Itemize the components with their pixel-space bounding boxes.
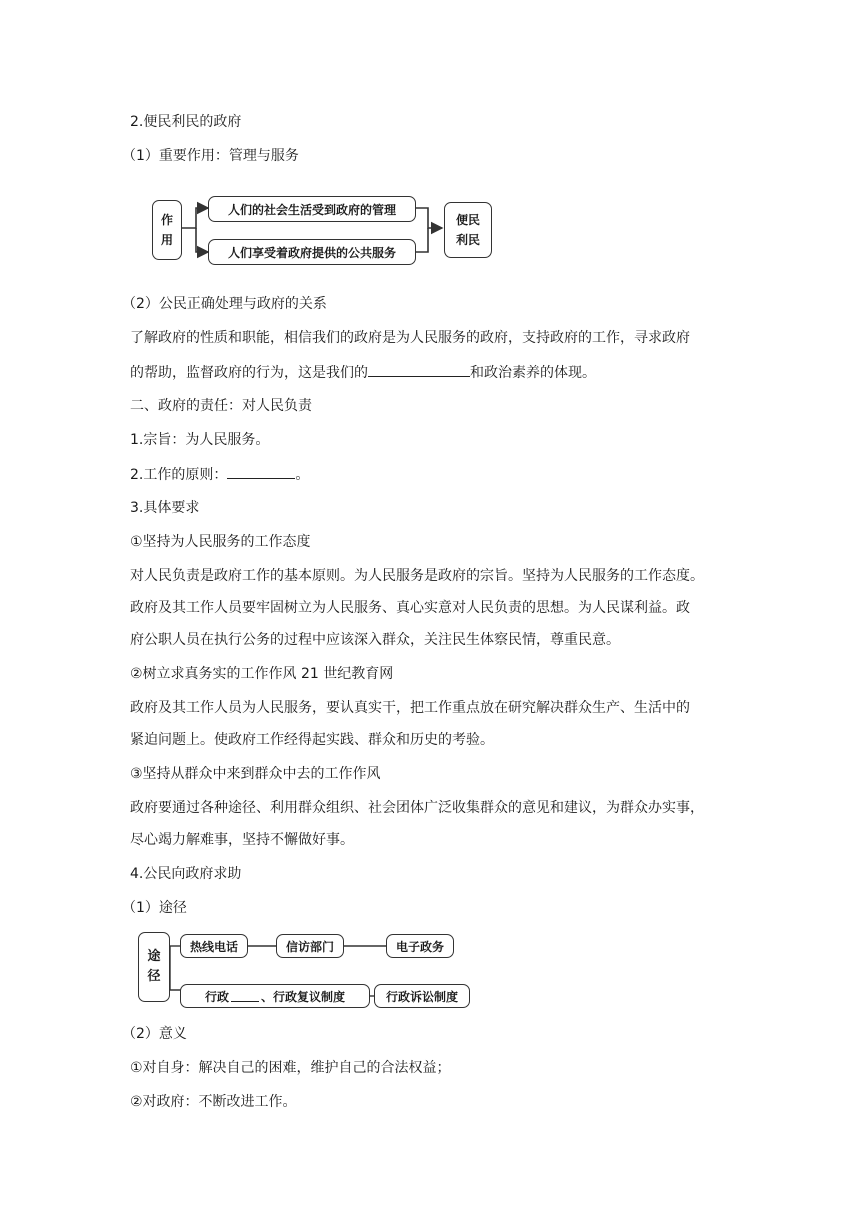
- role-label-box: [152, 200, 182, 260]
- meaning-government: ②对政府：不断改进工作。: [130, 1094, 297, 1110]
- fill-blank[interactable]: [227, 464, 295, 479]
- paragraph-line: 政府及其工作人员要牢固树立为人民服务、真心实意对人民负责的思想。为人民谋利益。政: [130, 600, 690, 616]
- paragraph-text: 和政治素养的体现。: [470, 365, 596, 381]
- paragraph-line: [130, 362, 596, 383]
- paragraph-line: 政府及其工作人员为人民服务，要认真实干，把工作重点放在研究解决群众生产、生活中的: [130, 700, 690, 716]
- meaning-self: ①对自身：解决自己的困难，维护自己的合法权益；: [130, 1060, 451, 1076]
- item-principle-label: 2.工作的原则：: [130, 467, 228, 483]
- channels-label-char: 途: [147, 949, 161, 964]
- paragraph-line: 紧迫问题上。使政府工作经得起实践、群众和历史的考验。: [130, 732, 494, 748]
- role-label-char: 用: [160, 233, 173, 247]
- channels-label-box: [138, 932, 170, 1002]
- subheading-channels: （1）途径: [122, 900, 187, 916]
- item-requirements: 3.具体要求: [130, 500, 200, 516]
- part-2-title: 二、政府的责任：对人民负责: [130, 398, 312, 414]
- paragraph-text: 的帮助，监督政府的行为，这是我们的: [130, 365, 368, 381]
- admin-suffix: 、行政复议制度: [261, 989, 346, 1004]
- fill-blank[interactable]: [368, 362, 470, 377]
- admin-review-box: [180, 984, 370, 1008]
- channels-label-char: 径: [147, 969, 161, 984]
- convenience-line: 利民: [455, 233, 480, 247]
- paragraph-line: 对人民负责是政府工作的基本原则。为人民服务是政府的宗旨。坚持为人民服务的工作态度。: [130, 568, 704, 584]
- hotline-box: 热线电话: [180, 934, 248, 958]
- paragraph-line: 政府要通过各种途径、利用群众组织、社会团体广泛收集群众的意见和建议，为群众办实事，: [130, 800, 704, 816]
- role-diagram: [150, 192, 495, 264]
- requirement-2-title: ②树立求真务实的工作作风 21 世纪教育网: [130, 666, 394, 682]
- admin-prefix: 行政: [204, 989, 229, 1004]
- egov-box: 电子政务: [386, 934, 454, 958]
- litigation-box: 行政诉讼制度: [374, 984, 470, 1008]
- item-principle: [130, 464, 309, 485]
- subheading-significance: （2）意义: [122, 1026, 187, 1042]
- channels-diagram: [136, 928, 476, 1010]
- convenience-box: [444, 202, 492, 258]
- convenience-line: 便民: [455, 213, 480, 227]
- requirement-1-title: ①坚持为人民服务的工作态度: [130, 534, 311, 550]
- paragraph-line: 府公职人员在执行公务的过程中应该深入群众，关注民生体察民情，尊重民意。: [130, 632, 620, 648]
- item-principle-end: 。: [295, 467, 310, 483]
- section-2-title: 2.便民利民的政府: [130, 114, 242, 130]
- management-box: 人们的社会生活受到政府的管理: [208, 196, 416, 222]
- petition-box: 信访部门: [276, 934, 344, 958]
- role-label-char: 作: [160, 213, 173, 227]
- item-seek-help: 4.公民向政府求助: [130, 866, 242, 882]
- paragraph-line: 了解政府的性质和职能，相信我们的政府是为人民服务的政府，支持政府的工作，寻求政府: [130, 330, 690, 346]
- subheading-role: （1）重要作用：管理与服务: [122, 148, 299, 164]
- requirement-3-title: ③坚持从群众中来到群众中去的工作作风: [130, 766, 381, 782]
- public-service-box: 人们享受着政府提供的公共服务: [208, 239, 416, 265]
- item-purpose: 1.宗旨：为人民服务。: [130, 432, 270, 448]
- paragraph-line: 尽心竭力解难事，坚持不懈做好事。: [130, 832, 354, 848]
- subheading-relationship: （2）公民正确处理与政府的关系: [122, 296, 327, 312]
- fill-blank[interactable]: [231, 991, 259, 1002]
